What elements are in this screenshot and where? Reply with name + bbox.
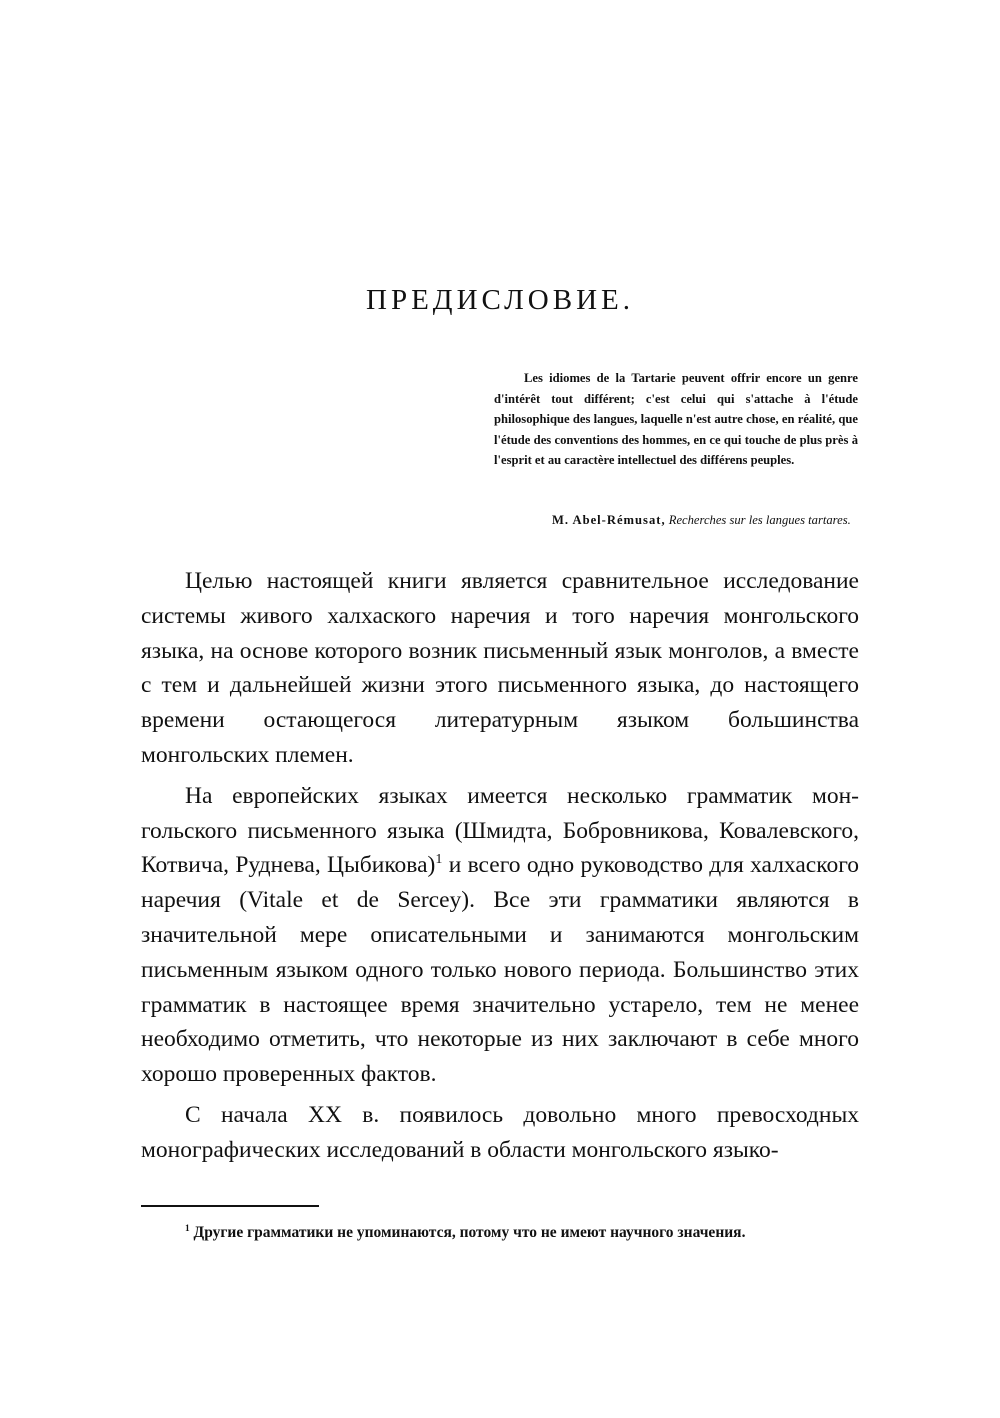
paragraph-2-text-a: На европейских языках имеется несколько грамматик монгольского письменного языка (Шмидта, Бобровникова, Ковалевского, Котвича, Руднева, Цыбикова) [141, 782, 859, 879]
epigraph-quote: Les idiomes de la Tartarie peuvent offrir encore un genre d'intérêt tout différent; c'est celui qui s'attache à l'étude philosophique des langues, laquelle n'est autre chose, en réalité, que l'étude des conventions des hommes, en ce qui touche de plus près à l'esprit et au caractère intellectuel des différens peuples. [494, 371, 858, 467]
main-text [141, 564, 859, 1174]
footnote [141, 1221, 863, 1245]
paragraph-3: С начала XX в. появилось довольно много превосходных монографических исследований в области монгольского языко- [141, 1101, 859, 1163]
epigraph-author: M. Abel-Rémusat, [552, 513, 666, 527]
paragraph-1: Целью настоящей книги является сравнительное исследование системы живого халхаского наречия и того наречия монгольского языка, на основе которого возник письменный язык монголов, а вместе с тем и дальнейшей жизни этого письменного языка, до настоящего времени остающегося литературным языком большинства монгольских племен. [141, 568, 859, 768]
epigraph-work-title: Recherches sur les langues tartares. [668, 513, 851, 527]
footnote-text: Другие грамматики не упоминаются, потому что не имеют научного значения. [189, 1224, 746, 1241]
paragraph-2-text-b: и всего одно руководство для халхаского наречия (Vitale et de Sercey). Все эти грамматики являются в значительной мере описательными и занимаются монгольским письменным языком одного только нового периода. Большинство этих грамматик в настоящее время значительно устарело, тем не менее необходимо отметить, что некоторые из них заключают в себе много хорошо проверенных фактов. [141, 852, 859, 1088]
footnote-reference: 1 [435, 851, 443, 868]
footnote-divider [141, 1205, 319, 1207]
footnote-mark: 1 [185, 1223, 190, 1234]
page-title: ПРЕДИСЛОВИЕ. [366, 284, 634, 316]
epigraph-attribution [552, 509, 858, 531]
paragraph-2 [141, 779, 859, 1092]
